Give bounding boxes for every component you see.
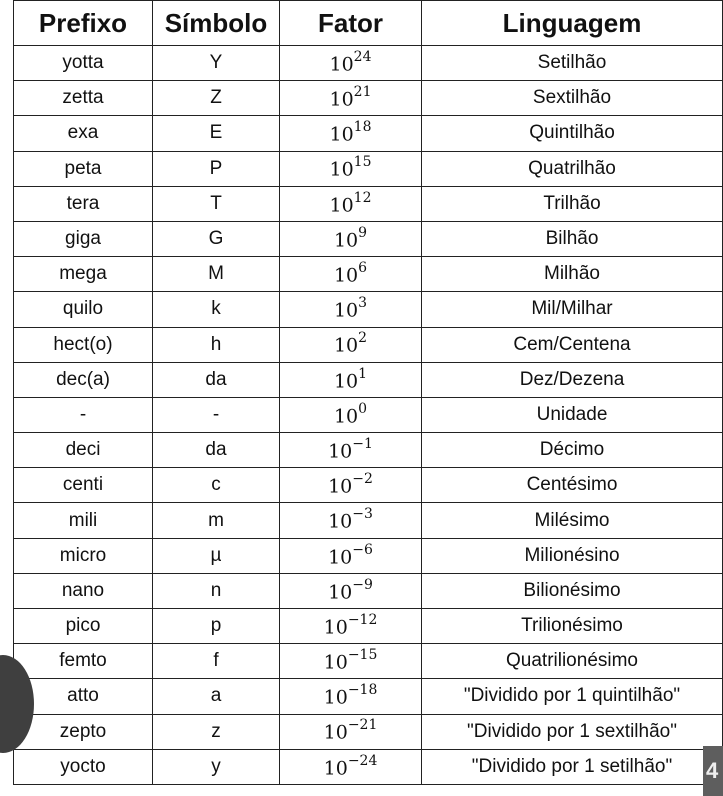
language-cell: Quatrilionésimo — [422, 644, 723, 679]
factor-base: 10 — [323, 651, 348, 674]
prefix-cell: zetta — [14, 81, 153, 116]
symbol-cell: n — [153, 573, 280, 608]
language-cell: Bilionésimo — [422, 573, 723, 608]
symbol-cell: c — [153, 468, 280, 503]
factor-base: 10 — [329, 194, 354, 216]
symbol-cell: f — [153, 644, 280, 679]
factor-base: 10 — [333, 264, 359, 287]
factor-cell — [280, 714, 422, 749]
factor-exponent: −18 — [347, 682, 378, 699]
prefix-cell: yotta — [14, 46, 153, 81]
factor-exponent: 3 — [358, 295, 368, 312]
factor-cell — [280, 221, 422, 256]
symbol-cell: z — [153, 714, 280, 749]
factor-base: 10 — [333, 405, 359, 428]
table-row — [14, 468, 723, 503]
table-row — [14, 714, 723, 749]
factor-base: 10 — [329, 88, 354, 111]
header-row — [14, 1, 723, 46]
header-language: Linguagem — [422, 1, 723, 46]
factor-cell — [280, 573, 422, 608]
prefix-cell: peta — [14, 151, 153, 186]
prefix-cell: micro — [14, 538, 153, 573]
prefix-cell: giga — [14, 221, 153, 256]
table-row — [14, 749, 723, 784]
factor-base: 10 — [328, 510, 353, 533]
language-cell: Bilhão — [422, 221, 723, 256]
prefix-cell: dec(a) — [14, 362, 153, 397]
factor-cell — [280, 644, 422, 679]
language-cell: Trilhão — [422, 186, 723, 221]
symbol-cell: T — [153, 186, 280, 221]
symbol-cell: Y — [153, 46, 280, 81]
factor-exponent: −3 — [352, 506, 373, 523]
factor-exponent: −6 — [352, 541, 373, 558]
prefix-cell: yocto — [14, 749, 153, 784]
factor-cell — [280, 538, 422, 573]
factor-cell — [280, 151, 422, 186]
factor-cell — [280, 362, 422, 397]
language-cell: Cem/Centena — [422, 327, 723, 362]
language-cell: Sextilhão — [422, 81, 723, 116]
language-cell: Mil/Milhar — [422, 292, 723, 327]
symbol-cell: G — [153, 221, 280, 256]
language-cell: Milionésino — [422, 538, 723, 573]
factor-base: 10 — [328, 545, 353, 568]
table-row — [14, 362, 723, 397]
factor-cell — [280, 327, 422, 362]
factor-exponent: 18 — [353, 119, 372, 136]
language-cell: "Dividido por 1 setilhão" — [422, 749, 723, 784]
factor-base: 10 — [328, 440, 353, 463]
factor-cell — [280, 186, 422, 221]
factor-cell — [280, 292, 422, 327]
prefix-cell: quilo — [14, 292, 153, 327]
factor-exponent: −1 — [352, 435, 373, 452]
symbol-cell: p — [153, 609, 280, 644]
factor-cell — [280, 46, 422, 81]
factor-cell — [280, 679, 422, 714]
factor-exponent: 24 — [353, 48, 372, 65]
symbol-cell: h — [153, 327, 280, 362]
language-cell: Unidade — [422, 397, 723, 432]
factor-exponent: 6 — [358, 260, 368, 277]
factor-cell — [280, 609, 422, 644]
prefix-cell: mega — [14, 257, 153, 292]
factor-exponent: 9 — [358, 224, 368, 241]
table-row — [14, 46, 723, 81]
language-cell: Quintilhão — [422, 116, 723, 151]
language-cell: Milésimo — [422, 503, 723, 538]
prefix-cell: tera — [14, 186, 153, 221]
factor-base: 10 — [333, 299, 359, 322]
factor-exponent: 0 — [358, 400, 368, 417]
factor-cell — [280, 397, 422, 432]
factor-exponent: −12 — [347, 611, 378, 628]
factor-exponent: 15 — [353, 154, 372, 171]
factor-base: 10 — [323, 616, 348, 639]
factor-base: 10 — [333, 334, 359, 357]
factor-base: 10 — [328, 475, 353, 498]
symbol-cell: E — [153, 116, 280, 151]
factor-base: 10 — [333, 229, 359, 252]
factor-exponent: 1 — [358, 365, 368, 382]
factor-exponent: 12 — [353, 189, 372, 206]
table-row — [14, 327, 723, 362]
factor-cell — [280, 503, 422, 538]
language-cell: Dez/Dezena — [422, 362, 723, 397]
symbol-cell: P — [153, 151, 280, 186]
table-row — [14, 292, 723, 327]
symbol-cell: Z — [153, 81, 280, 116]
factor-exponent: −2 — [352, 471, 373, 488]
table-row — [14, 257, 723, 292]
table-row — [14, 116, 723, 151]
prefix-cell: centi — [14, 468, 153, 503]
header-prefix: Prefixo — [14, 1, 153, 46]
factor-exponent: −21 — [347, 717, 378, 734]
factor-exponent: 21 — [353, 84, 372, 101]
si-prefix-table — [13, 0, 723, 785]
factor-cell — [280, 257, 422, 292]
language-cell: Décimo — [422, 433, 723, 468]
language-cell: "Dividido por 1 quintilhão" — [422, 679, 723, 714]
symbol-cell: a — [153, 679, 280, 714]
factor-base: 10 — [333, 369, 359, 392]
factor-base: 10 — [329, 123, 354, 146]
prefix-cell: atto — [14, 679, 153, 714]
table-row — [14, 538, 723, 573]
factor-base: 10 — [323, 686, 348, 709]
symbol-cell: µ — [153, 538, 280, 573]
factor-base: 10 — [329, 158, 354, 181]
factor-exponent: 2 — [358, 330, 368, 347]
table-row — [14, 609, 723, 644]
symbol-cell: da — [153, 433, 280, 468]
symbol-cell: da — [153, 362, 280, 397]
language-cell: Centésimo — [422, 468, 723, 503]
table-row — [14, 573, 723, 608]
prefix-cell: deci — [14, 433, 153, 468]
prefix-cell: exa — [14, 116, 153, 151]
factor-cell — [280, 468, 422, 503]
symbol-cell: M — [153, 257, 280, 292]
factor-base: 10 — [323, 721, 348, 744]
prefix-cell: femto — [14, 644, 153, 679]
table-row — [14, 644, 723, 679]
language-cell: Milhão — [422, 257, 723, 292]
symbol-cell: y — [153, 749, 280, 784]
factor-cell — [280, 116, 422, 151]
language-cell: Trilionésimo — [422, 609, 723, 644]
language-cell: "Dividido por 1 sextilhão" — [422, 714, 723, 749]
header-factor: Fator — [280, 1, 422, 46]
factor-exponent: −24 — [347, 752, 378, 769]
prefix-cell: hect(o) — [14, 327, 153, 362]
factor-exponent: −9 — [352, 576, 373, 593]
header-symbol: Símbolo — [153, 1, 280, 46]
table-row — [14, 503, 723, 538]
factor-base: 10 — [329, 53, 354, 76]
table-row — [14, 397, 723, 432]
symbol-cell: m — [153, 503, 280, 538]
table-row — [14, 81, 723, 116]
page-badge: 4 — [703, 746, 723, 796]
table-row — [14, 433, 723, 468]
language-cell: Quatrilhão — [422, 151, 723, 186]
language-cell: Setilhão — [422, 46, 723, 81]
table-row — [14, 151, 723, 186]
prefix-cell: pico — [14, 609, 153, 644]
factor-base: 10 — [323, 757, 348, 779]
table-row — [14, 679, 723, 714]
prefix-cell: zepto — [14, 714, 153, 749]
symbol-cell: - — [153, 397, 280, 432]
factor-base: 10 — [328, 581, 353, 604]
factor-cell — [280, 81, 422, 116]
table-row — [14, 221, 723, 256]
factor-cell — [280, 749, 422, 784]
symbol-cell: k — [153, 292, 280, 327]
factor-exponent: −15 — [347, 647, 378, 664]
factor-cell — [280, 433, 422, 468]
prefix-cell: - — [14, 397, 153, 432]
prefix-cell: nano — [14, 573, 153, 608]
prefix-cell: mili — [14, 503, 153, 538]
table-row — [14, 186, 723, 221]
